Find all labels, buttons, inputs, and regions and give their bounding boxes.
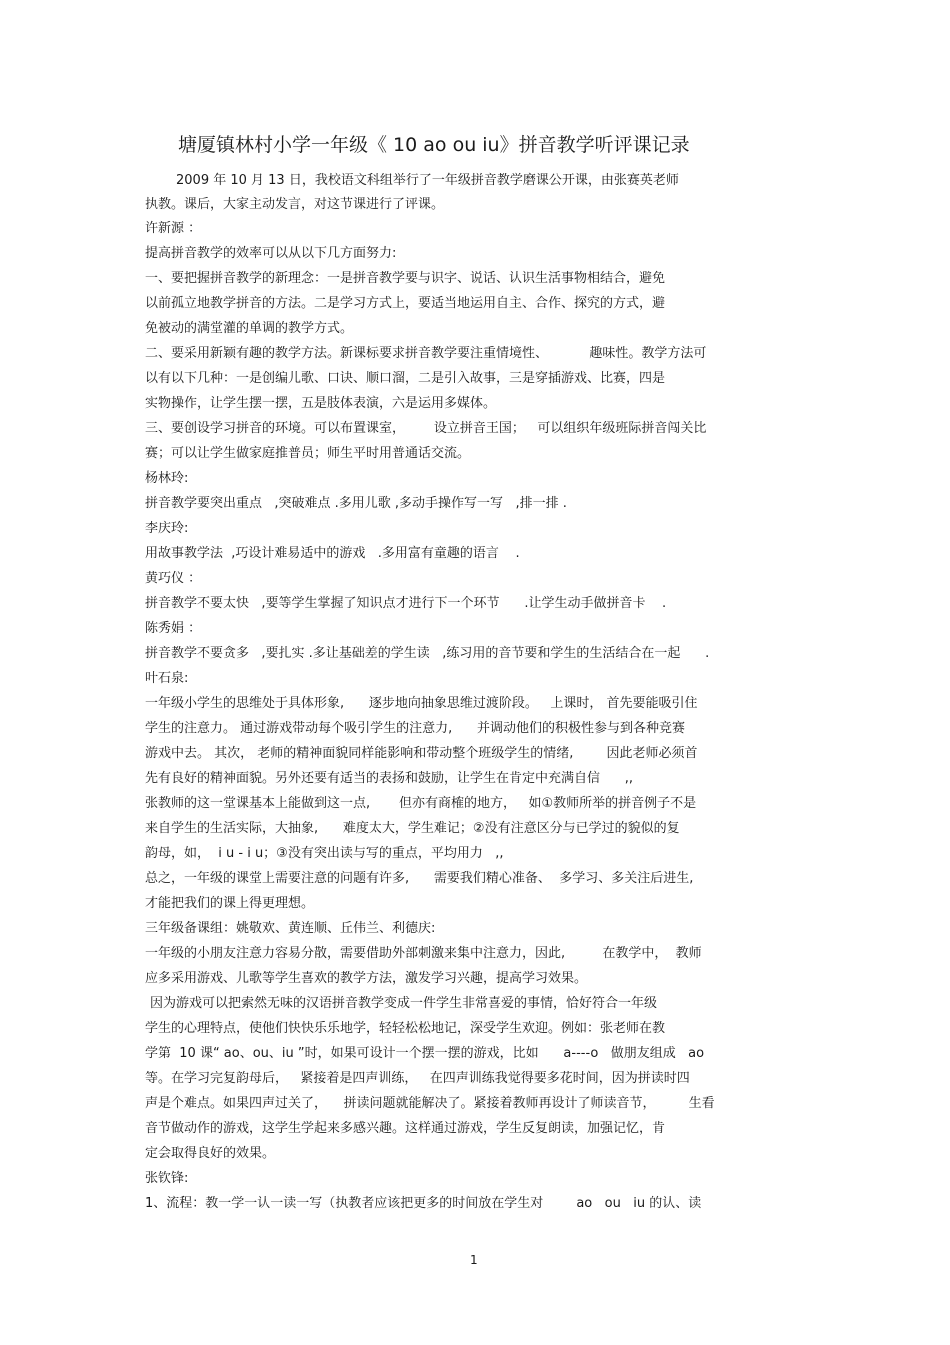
paragraph-line: 张教师的这一堂课基本上能做到这一点, 但亦有商榷的地方， 如①教师所举的拼音例子不是: [145, 796, 697, 811]
paragraph-line: 拼音教学不要太快 ,要等学生掌握了知识点才进行下一个环节 .让学生动手做拼音卡 .: [145, 596, 667, 611]
paragraph-line: 拼音教学不要贪多 ,要扎实 .多让基础差的学生读 ,练习用的音节要和学生的生活结合在一起 .: [145, 646, 710, 661]
paragraph-line: 应多采用游戏、儿歌等学生喜欢的教学方法，激发学习兴趣，提高学习效果。: [145, 971, 588, 986]
paragraph-line: 一、要把握拼音教学的新理念：一是拼音教学要与识字、说话、认识生活事物相结合，避免: [145, 271, 666, 286]
paragraph-line: 学生的心理特点，使他们快快乐乐地学，轻轻松松地记，深受学生欢迎。例如：张老师在教: [145, 1021, 666, 1036]
paragraph-line: 1、流程：教一学一认一读一写（执教者应该把更多的时间放在学生对 ao ou iu 的认、读: [145, 1196, 702, 1211]
speaker-name: 李庆玲:: [145, 521, 189, 536]
speaker-name: 杨林玲:: [145, 471, 189, 486]
paragraph-line: 免被动的满堂灌的单调的教学方式。: [145, 321, 354, 336]
paragraph-line: 因为游戏可以把索然无味的汉语拼音教学变成一件学生非常喜爱的事情，恰好符合一年级: [150, 996, 658, 1011]
speaker-name: 许新源 ：: [145, 221, 202, 236]
paragraph-line: 2009 年 10 月 13 日，我校语文科组举行了一年级拼音教学磨课公开课，由张赛英老师: [176, 173, 679, 188]
paragraph-line: 执教。课后，大家主动发言，对这节课进行了评课。: [145, 197, 445, 212]
paragraph-line: 来自学生的生活实际，大抽象, 难度太大，学生难记；②没有注意区分与已学过的貌似的复: [145, 821, 680, 836]
paragraph-line: 以有以下几种：一是创编儿歌、口诀、顺口溜，二是引入故事，三是穿插游戏、比赛，四是: [145, 371, 666, 386]
paragraph-line: 以前孤立地教学拼音的方法。二是学习方式上，要适当地运用自主、合作、探究的方式，避: [145, 296, 666, 311]
paragraph-line: 赛；可以让学生做家庭推普员；师生平时用普通话交流。: [145, 446, 471, 461]
document-title: 塘厦镇林村小学一年级《 10 ao ou iu》拼音教学听评课记录: [178, 134, 690, 156]
paragraph-line: 韵母，如， i u - i u；③没有突出读与写的重点，平均用力 ,,: [145, 846, 504, 861]
paragraph-line: 学第 10 课“ ao、ou、iu ”时，如果可设计一个摆一摆的游戏，比如 a----o 做朋友组成 ao: [145, 1046, 705, 1061]
paragraph-line: 定会取得良好的效果。: [145, 1146, 276, 1161]
paragraph-line: 学生的注意力。 通过游戏带动每个吸引学生的注意力, 并调动他们的积极性参与到各种竞赛: [145, 721, 686, 736]
speaker-name: 陈秀娟 ：: [145, 621, 202, 636]
paragraph-line: 用故事教学法 ,巧设计难易适中的游戏 .多用富有童趣的语言 .: [145, 546, 520, 561]
paragraph-line: 拼音教学要突出重点 ,突破难点 .多用儿歌 ,多动手操作写一写 ,排一排 .: [145, 496, 567, 511]
paragraph-line: 实物操作，让学生摆一摆，五是肢体表演，六是运用多媒体。: [145, 396, 497, 411]
paragraph-line: 游戏中去。 其次， 老师的精神面貌同样能影响和带动整个班级学生的情绪, 因此老师必须首: [145, 746, 698, 761]
paragraph-line: 二、要采用新颖有趣的教学方法。新课标要求拼音教学要注重情境性、 趣味性。教学方法可: [145, 346, 707, 361]
paragraph-line: 总之，一年级的课堂上需要注意的问题有许多, 需要我们精心准备、 多学习、多关注后进生,: [145, 871, 694, 886]
paragraph-line: 声是个难点。如果四声过关了， 拼读问题就能解决了。紧接着教师再设计了师读音节， 生看: [145, 1096, 715, 1111]
speaker-name: 三年级备课组：姚敬欢、黄连顺、丘伟兰、利德庆:: [145, 921, 436, 936]
paragraph-line: 一年级的小朋友注意力容易分散，需要借助外部刺激来集中注意力，因此, 在教学中， 教师: [145, 946, 702, 961]
paragraph-line: 等。在学习完复韵母后， 紧接着是四声训练， 在四声训练我觉得要多花时间，因为拼读时四: [145, 1071, 690, 1086]
speaker-name: 叶石泉:: [145, 671, 189, 686]
paragraph-line: 一年级小学生的思维处于具体形象, 逐步地向抽象思维过渡阶段。 上课时， 首先要能吸引住: [145, 696, 698, 711]
speaker-name: 张钦锋:: [145, 1171, 189, 1186]
speaker-name: 黄巧仪 ：: [145, 571, 202, 586]
page-number: 1: [470, 1253, 478, 1267]
paragraph-line: 提高拼音教学的效率可以从以下几方面努力:: [145, 246, 397, 261]
paragraph-line: 先有良好的精神面貌。另外还要有适当的表扬和鼓励，让学生在肯定中充满自信 ,,: [145, 771, 634, 786]
paragraph-line: 音节做动作的游戏，这学生学起来多感兴趣。这样通过游戏，学生反复朗读，加强记忆，肯: [145, 1121, 666, 1136]
paragraph-line: 三、要创设学习拼音的环境。可以布置课室， 设立拼音王国； 可以组织年级班际拼音闯关比: [145, 421, 707, 436]
paragraph-line: 才能把我们的课上得更理想。: [145, 896, 315, 911]
